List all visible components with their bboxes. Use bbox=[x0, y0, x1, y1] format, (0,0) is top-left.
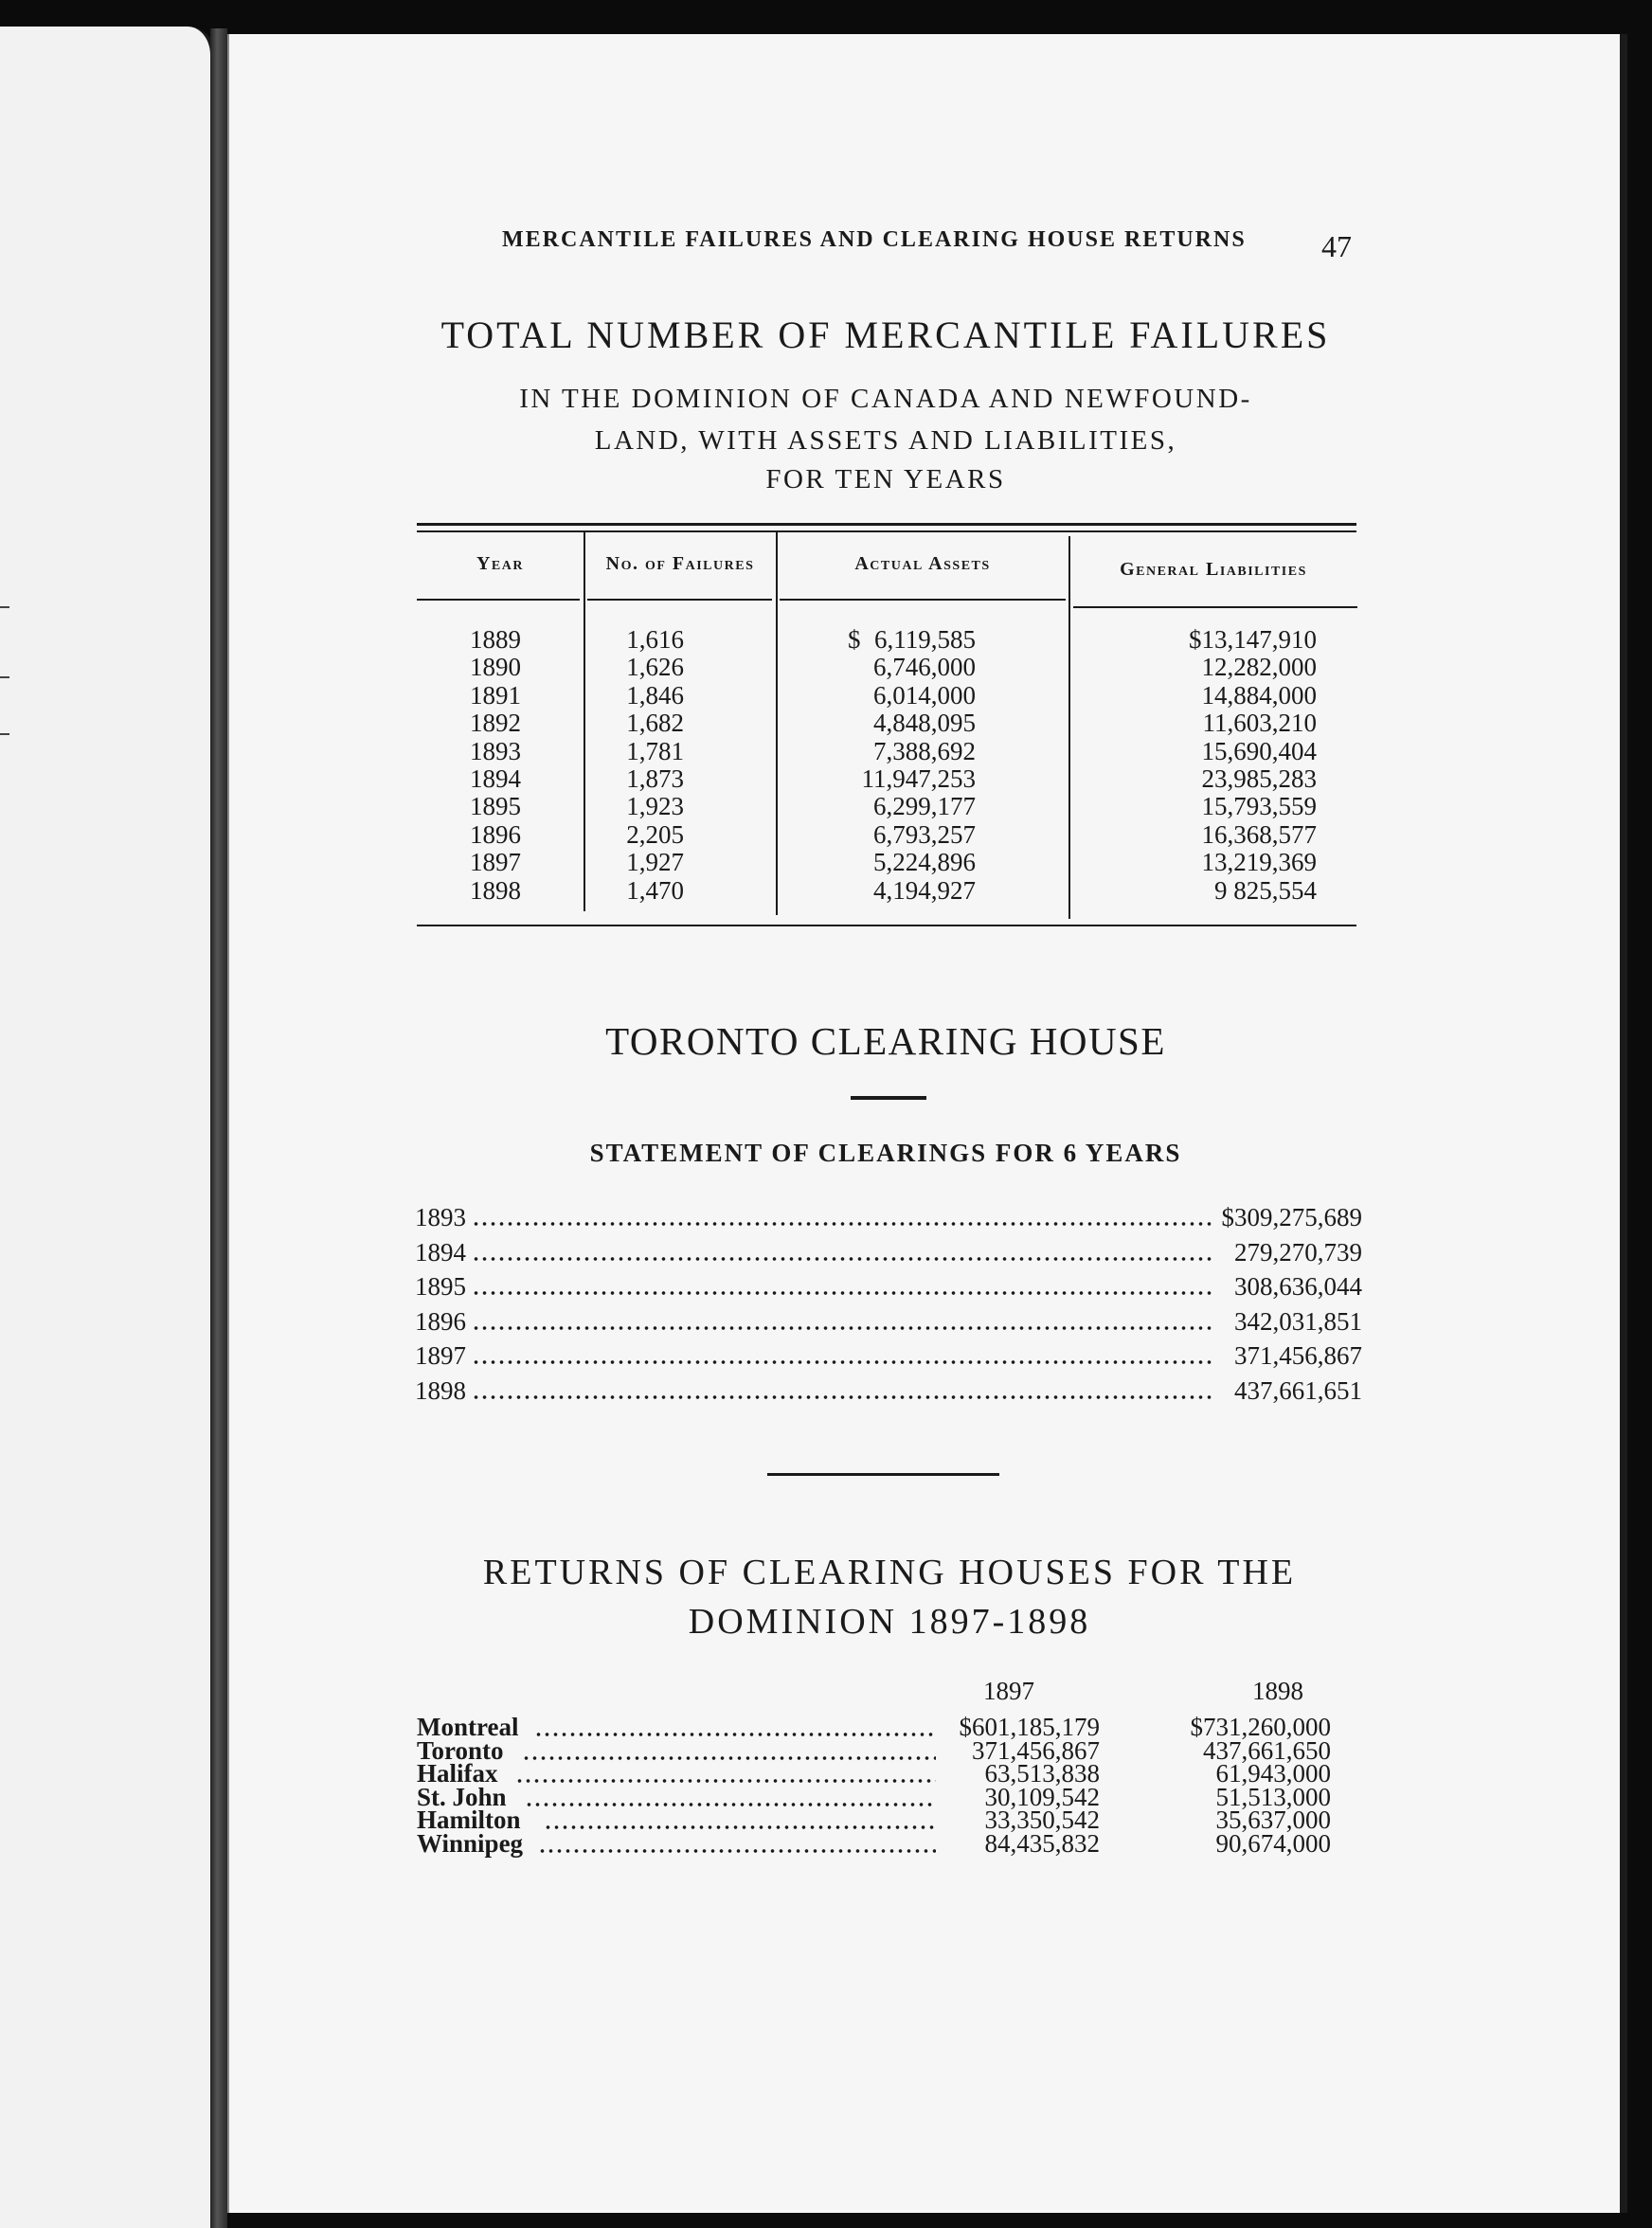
table-row bbox=[417, 848, 1355, 876]
column-header-year: Year bbox=[476, 553, 524, 574]
value-1897: 371,456,867 bbox=[972, 1735, 1100, 1765]
cell-assets: 4,848,095 bbox=[873, 709, 976, 738]
page-number: 47 bbox=[1321, 229, 1352, 263]
table-row bbox=[417, 876, 1355, 905]
header-rule bbox=[587, 599, 772, 601]
margin-mark bbox=[0, 606, 9, 608]
clearing-value: 308,636,044 bbox=[1234, 1272, 1362, 1301]
value-1897: 84,435,832 bbox=[984, 1828, 1100, 1858]
city-name: St. John bbox=[417, 1782, 507, 1811]
clearing-value: 342,031,851 bbox=[1234, 1306, 1362, 1336]
dot-leader bbox=[472, 1326, 1214, 1330]
list-item bbox=[415, 1272, 1362, 1304]
table-top-rule bbox=[417, 530, 1356, 532]
value-1897: 63,513,838 bbox=[984, 1759, 1100, 1788]
value-1898: 35,637,000 bbox=[1215, 1806, 1331, 1834]
cell-assets: 4,194,927 bbox=[873, 875, 976, 905]
cell-liabilities: 15,690,404 bbox=[1201, 736, 1317, 765]
facing-page bbox=[0, 27, 216, 2228]
cell-assets: 11,947,253 bbox=[861, 764, 976, 793]
section-divider bbox=[767, 1473, 999, 1476]
cell-assets: 6,793,257 bbox=[873, 819, 976, 849]
cell-year: 1891 bbox=[470, 680, 521, 710]
cell-assets: 6,119,585 bbox=[874, 625, 976, 654]
running-head: MERCANTILE FAILURES AND CLEARING HOUSE RETURNS bbox=[502, 227, 1247, 252]
cell-failures: 1,846 bbox=[626, 680, 684, 710]
cell-assets: 6,014,000 bbox=[873, 680, 976, 710]
cell-year: 1894 bbox=[470, 764, 521, 793]
toronto-title: TORONTO CLEARING HOUSE bbox=[605, 1019, 1166, 1063]
city-name: Halifax bbox=[417, 1759, 498, 1788]
cell-liabilities: 15,793,559 bbox=[1201, 792, 1317, 821]
clearing-year: 1893 bbox=[415, 1203, 466, 1231]
dot-leader bbox=[472, 1222, 1214, 1226]
year-header-1898: 1898 bbox=[1252, 1677, 1303, 1705]
header-rule bbox=[1073, 606, 1357, 608]
table-row bbox=[417, 792, 1355, 820]
cell-assets: 5,224,896 bbox=[873, 848, 976, 877]
table-row bbox=[417, 764, 1355, 793]
cell-year: 1895 bbox=[470, 792, 521, 821]
clearing-year: 1898 bbox=[415, 1375, 466, 1405]
clearing-value: 279,270,739 bbox=[1234, 1237, 1362, 1267]
cell-failures: 1,873 bbox=[626, 764, 684, 793]
table-top-rule bbox=[417, 523, 1356, 526]
header-rule bbox=[417, 599, 580, 601]
cell-year: 1889 bbox=[470, 625, 521, 654]
list-item bbox=[415, 1376, 1362, 1409]
margin-mark bbox=[0, 733, 9, 735]
clearing-value: $309,275,689 bbox=[1221, 1203, 1362, 1231]
table-row bbox=[417, 820, 1355, 849]
cell-assets: 6,746,000 bbox=[873, 653, 976, 682]
column-header-assets: Actual Assets bbox=[854, 553, 991, 574]
clearing-value: 437,661,651 bbox=[1234, 1375, 1362, 1405]
value-1898: 90,674,000 bbox=[1215, 1828, 1331, 1858]
cell-liabilities: $13,147,910 bbox=[1189, 625, 1317, 654]
cell-year: 1896 bbox=[470, 819, 521, 849]
cell-failures: 1,470 bbox=[626, 875, 684, 905]
dot-leader bbox=[538, 1849, 936, 1853]
table-row bbox=[417, 625, 1355, 654]
currency-sign: $ bbox=[848, 625, 861, 654]
failures-subtitle-line: FOR TEN YEARS bbox=[765, 464, 1006, 494]
column-header-liabilities: General Liabilities bbox=[1120, 559, 1307, 580]
value-1898: 437,661,650 bbox=[1203, 1735, 1331, 1765]
margin-mark bbox=[0, 676, 9, 678]
city-name: Montreal bbox=[417, 1713, 519, 1741]
cell-liabilities: 23,985,283 bbox=[1201, 764, 1317, 793]
clearing-year: 1894 bbox=[415, 1237, 466, 1267]
year-header-1897: 1897 bbox=[983, 1677, 1034, 1705]
city-name: Toronto bbox=[417, 1735, 504, 1765]
cell-year: 1897 bbox=[470, 848, 521, 877]
cell-failures: 1,923 bbox=[626, 792, 684, 821]
returns-title-line1: RETURNS OF CLEARING HOUSES FOR THE bbox=[482, 1553, 1297, 1592]
table-row bbox=[417, 709, 1355, 737]
cell-liabilities: 9 825,554 bbox=[1214, 875, 1317, 905]
cell-failures: 1,682 bbox=[626, 709, 684, 738]
table-row bbox=[417, 1829, 1364, 1861]
header-rule bbox=[780, 599, 1066, 601]
cell-failures: 1,616 bbox=[626, 625, 684, 654]
table-bottom-rule bbox=[417, 925, 1356, 926]
cell-liabilities: 11,603,210 bbox=[1202, 709, 1317, 738]
toronto-subtitle: STATEMENT OF CLEARINGS FOR 6 YEARS bbox=[589, 1139, 1182, 1167]
table-row bbox=[417, 653, 1355, 681]
clearing-year: 1895 bbox=[415, 1272, 466, 1301]
dot-leader bbox=[472, 1395, 1214, 1399]
city-name: Hamilton bbox=[417, 1806, 521, 1834]
column-header-failures: No. of Failures bbox=[605, 553, 755, 574]
cell-year: 1892 bbox=[470, 709, 521, 738]
dot-leader bbox=[472, 1257, 1214, 1261]
failures-subtitle-line: LAND, WITH ASSETS AND LIABILITIES, bbox=[594, 425, 1177, 456]
cell-failures: 1,781 bbox=[626, 736, 684, 765]
cell-year: 1890 bbox=[470, 653, 521, 682]
list-item bbox=[415, 1238, 1362, 1270]
clearing-value: 371,456,867 bbox=[1234, 1341, 1362, 1370]
city-name: Winnipeg bbox=[417, 1828, 524, 1858]
value-1898: 61,943,000 bbox=[1215, 1759, 1331, 1788]
failures-title: TOTAL NUMBER OF MERCANTILE FAILURES bbox=[440, 314, 1331, 356]
cell-liabilities: 16,368,577 bbox=[1201, 819, 1317, 849]
cell-assets: 7,388,692 bbox=[873, 736, 976, 765]
cell-year: 1898 bbox=[470, 875, 521, 905]
value-1898: $731,260,000 bbox=[1190, 1713, 1331, 1741]
table-row bbox=[417, 737, 1355, 765]
cell-failures: 1,927 bbox=[626, 848, 684, 877]
value-1898: 51,513,000 bbox=[1215, 1782, 1331, 1811]
dot-leader bbox=[472, 1360, 1214, 1364]
value-1897: $601,185,179 bbox=[959, 1713, 1100, 1741]
list-item bbox=[415, 1307, 1362, 1339]
cell-liabilities: 14,884,000 bbox=[1201, 680, 1317, 710]
failures-subtitle-line: IN THE DOMINION OF CANADA AND NEWFOUND- bbox=[519, 384, 1252, 414]
list-item bbox=[415, 1203, 1362, 1235]
dot-leader bbox=[472, 1291, 1214, 1295]
cell-liabilities: 13,219,369 bbox=[1201, 848, 1317, 877]
book-spine bbox=[210, 28, 227, 2228]
title-divider bbox=[851, 1096, 926, 1100]
clearing-year: 1896 bbox=[415, 1306, 466, 1336]
value-1897: 30,109,542 bbox=[984, 1782, 1100, 1811]
clearing-year: 1897 bbox=[415, 1341, 466, 1370]
cell-failures: 2,205 bbox=[626, 819, 684, 849]
value-1897: 33,350,542 bbox=[984, 1806, 1100, 1834]
list-item bbox=[415, 1341, 1362, 1374]
cell-year: 1893 bbox=[470, 736, 521, 765]
book-page bbox=[227, 34, 1627, 2213]
returns-title-line2: DOMINION 1897-1898 bbox=[688, 1602, 1091, 1642]
table-row bbox=[417, 681, 1355, 710]
cell-liabilities: 12,282,000 bbox=[1201, 653, 1317, 682]
cell-assets: 6,299,177 bbox=[873, 792, 976, 821]
cell-failures: 1,626 bbox=[626, 653, 684, 682]
